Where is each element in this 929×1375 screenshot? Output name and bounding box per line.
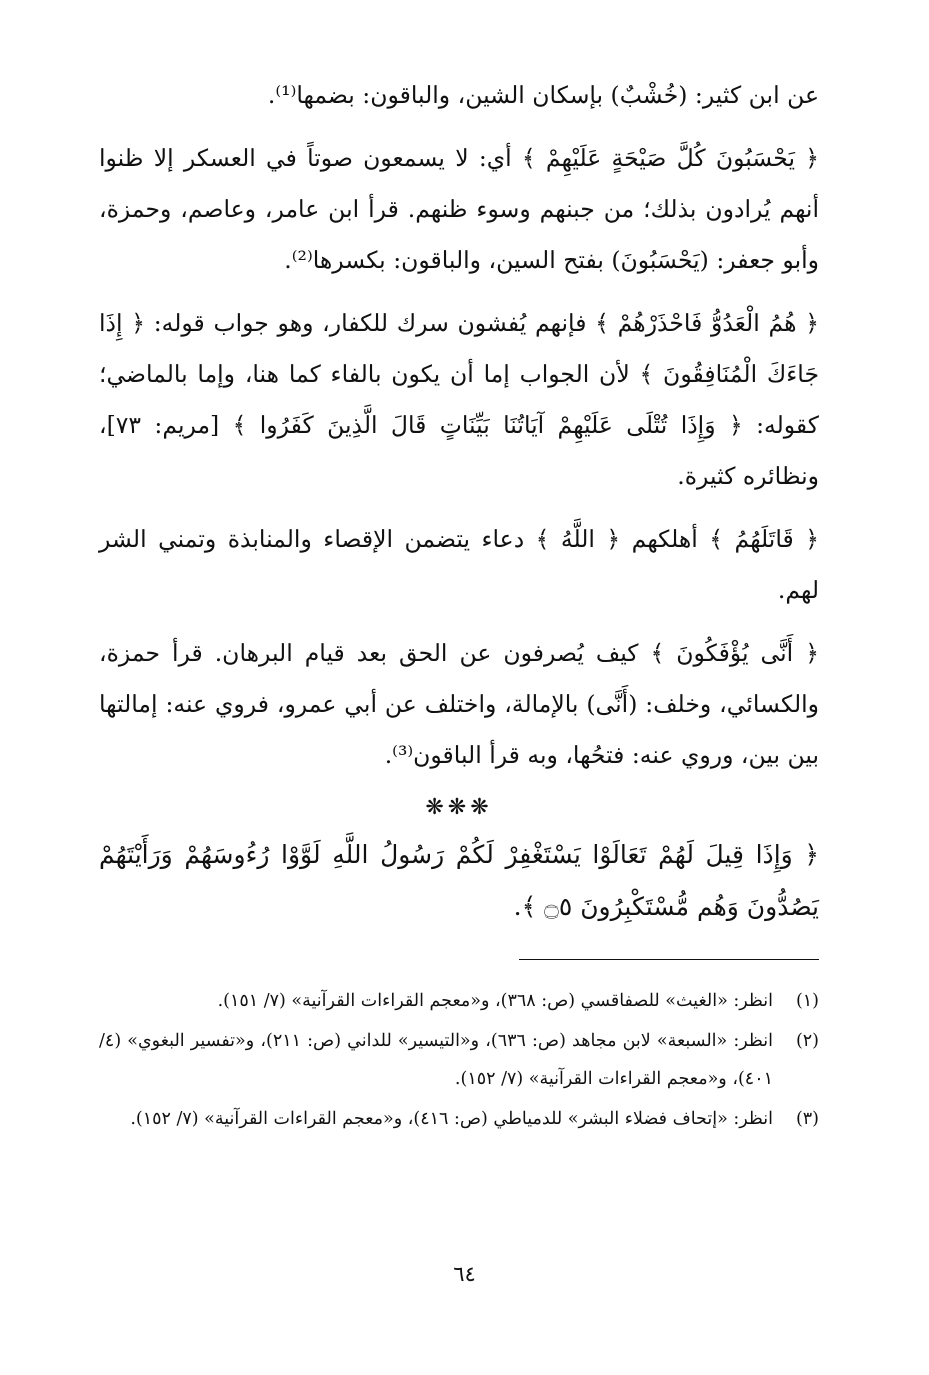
paragraph-2: ﴿ يَحْسَبُونَ كُلَّ صَيْحَةٍ عَلَيْهِمْ ﴾ أي: لا يسمعون صوتاً في العسكر إلا ظنوا أنهم يُرادون بذلك؛ من جبنهم وسوء ظنهم. قرأ ابن عامر، وعاصم، وحمزة، وأبو جعفر: (يَحْسَبُونَ) بفتح السين، والباقون: بكسرها⁽²⁾.: [99, 144, 819, 274]
footnote-number: (٣): [795, 1109, 819, 1129]
quran-verse: ﴿ وَإِذَا قِيلَ لَهُمْ تَعَالَوْا يَسْتَغْفِرْ لَكُمْ رَسُولُ اللَّهِ لَوَّوْا رُءُوسَهُمْ وَرَأَيْتَهُمْ يَصُدُّونَ وَهُم مُّسْتَكْبِرُونَ ۝٥ ﴾.: [99, 840, 819, 921]
footnote-1: [99, 982, 819, 1020]
paragraph-5: ﴿ أَنَّى يُؤْفَكُونَ ﴾ كيف يُصرفون عن الحق بعد قيام البرهان. قرأ حمزة، والكسائي، وخلف: (أَنَّى) بالإمالة، واختلف عن أبي عمرو، فروي عنه: إمالتها بين بين، وروي عنه: فتحُها، وبه قرأ الباقون⁽³⁾.: [99, 639, 819, 769]
footnote-text: انظر: «إتحاف فضلاء البشر» للدمياطي (ص: ٤١٦)، و«معجم القراءات القرآنية» (٧/ ١٥٢).: [130, 1109, 773, 1129]
paragraph-3: ﴿ هُمُ الْعَدُوُّ فَاحْذَرْهُمْ ﴾ فإنهم يُفشون سرك للكفار، وهو جواب قوله: ﴿ إِذَا جَاءَكَ الْمُنَافِقُونَ ﴾ لأن الجواب إما أن يكون بالفاء كما هنا، وإما بالماضي؛ كقوله: ﴿ وَإِذَا تُتْلَى عَلَيْهِمْ آيَاتُنَا بَيِّنَاتٍ قَالَ الَّذِينَ كَفَرُوا ﴾ [مريم: ٧٣]، ونظائره كثيرة.: [99, 309, 819, 490]
footnote-number: (١): [795, 991, 819, 1011]
footnote-number: (٢): [795, 1031, 819, 1051]
page-body: [99, 60, 819, 1140]
footnote-2: [99, 1022, 819, 1098]
paragraph-1: عن ابن كثير: (خُشْبٌ) بإسكان الشين، والباقون: بضمها⁽¹⁾.: [267, 81, 819, 109]
footnote-divider: [519, 959, 819, 960]
footnote-3: [99, 1100, 819, 1138]
paragraph-4: ﴿ قَاتَلَهُمُ ﴾ أهلكهم ﴿ اللَّهُ ﴾ دعاء يتضمن الإقصاء والمنابذة وتمني الشر لهم.: [99, 525, 819, 604]
footnote-text: انظر: «الغيث» للصفاقسي (ص: ٣٦٨)، و«معجم القراءات القرآنية» (٧/ ١٥١).: [217, 991, 773, 1011]
footnote-text: انظر: «السبعة» لابن مجاهد (ص: ٦٣٦)، و«التيسير» للداني (ص: ٢١١)، و«تفسير البغوي» (٤/ ٤٠١)، و«معجم القراءات القرآنية» (٧/ ١٥٢).: [99, 1031, 773, 1089]
page-number: ٦٤: [453, 1262, 476, 1286]
section-separator: ❋❋❋: [425, 795, 493, 820]
